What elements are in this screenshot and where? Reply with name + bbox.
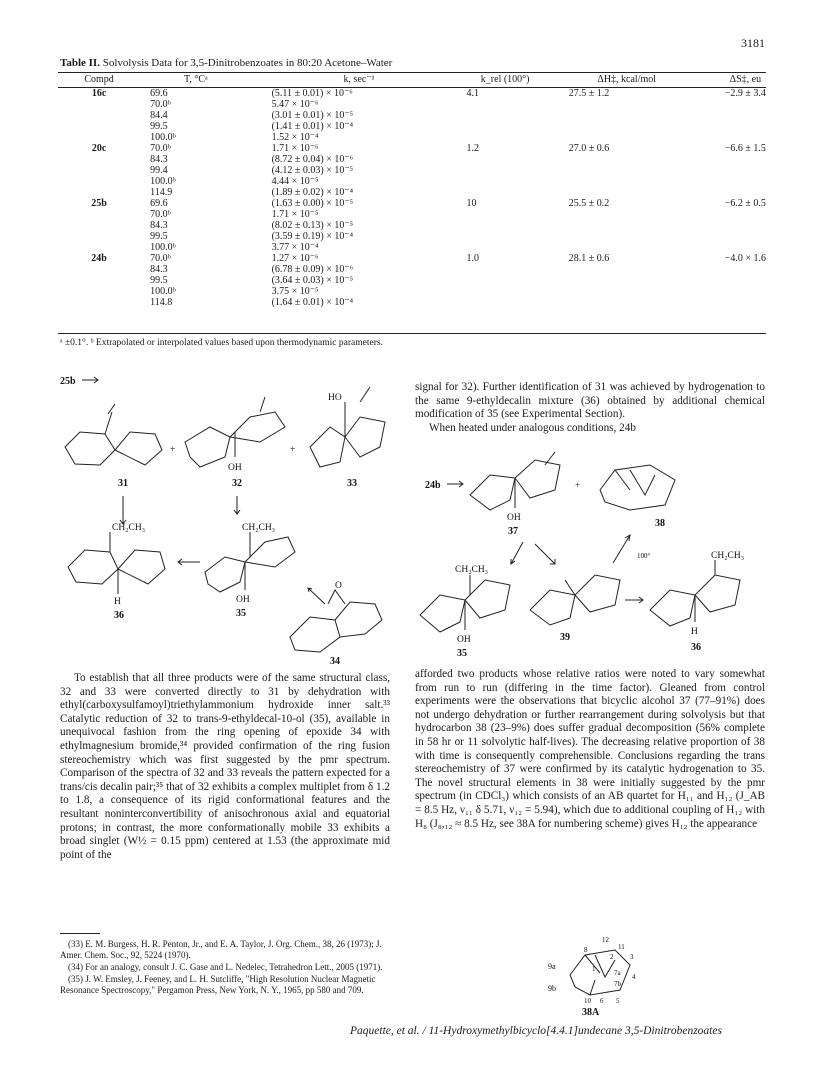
cell-k: 5.47 × 10⁻⁶ [271, 99, 319, 110]
table-row [58, 264, 766, 275]
cell-compd: 20c [91, 143, 107, 154]
cell-ds: −6.2 ± 0.5 [724, 198, 766, 209]
table-row [58, 88, 766, 100]
scheme-start-24b: 24b [425, 480, 441, 491]
structure-39 [530, 575, 620, 625]
table-row [58, 154, 766, 165]
scheme-start-25b: 25b [60, 376, 76, 387]
col-compd: Compd [58, 73, 140, 88]
footnote-rule [60, 933, 100, 934]
scheme-right [415, 460, 770, 660]
cell-compd [58, 165, 140, 176]
table-row [58, 143, 766, 154]
cell-temp: 114.9 [150, 187, 173, 198]
cell-compd [58, 154, 140, 165]
cell-krel [447, 231, 544, 242]
plus-sign: + [290, 445, 296, 455]
cell-temp: 69.6 [150, 88, 168, 99]
structure-37 [470, 452, 560, 510]
cell-krel [447, 242, 544, 253]
cell-dh [544, 165, 685, 176]
cell-ds [685, 99, 766, 110]
cell-compd [58, 110, 140, 121]
cell-k: 3.77 × 10⁻⁴ [271, 242, 319, 253]
cell-temp: 99.5 [150, 275, 168, 286]
cell-compd: 25b [91, 198, 107, 209]
cell-compd [58, 209, 140, 220]
atom-1: 1 [592, 965, 596, 973]
atom-12: 12 [602, 936, 609, 944]
cell-ds [685, 264, 766, 275]
table-row [58, 198, 766, 209]
cell-compd [58, 220, 140, 231]
cell-k: 4.44 × 10⁻⁵ [271, 176, 319, 187]
structure-34 [290, 590, 382, 652]
cell-temp: 84.4 [150, 110, 168, 121]
structure-38 [600, 465, 675, 510]
cell-compd [58, 242, 140, 253]
cell-krel: 4.1 [466, 88, 480, 99]
table-row [58, 187, 766, 198]
cell-dh [544, 220, 685, 231]
table-row [58, 132, 766, 143]
cell-ds: −6.6 ± 1.5 [724, 143, 766, 154]
cell-krel: 1.0 [466, 253, 480, 264]
cell-dh [544, 132, 685, 143]
reference-34: (34) For an analogy, consult J. C. Gase and L. Nedelec, Tetrahedron Lett., 2005 (1971). [68, 962, 383, 972]
cell-dh [544, 275, 685, 286]
col-temp: T, °Cᵃ [140, 73, 241, 88]
table-row [58, 99, 766, 110]
label-34: 34 [330, 656, 340, 667]
cell-temp: 99.5 [150, 231, 168, 242]
table-body [58, 88, 766, 309]
label-32: 32 [232, 478, 242, 489]
cell-compd [58, 132, 140, 143]
references [60, 939, 390, 997]
atom-11: 11 [618, 943, 625, 951]
cell-ds [685, 110, 766, 121]
cell-k: (1.41 ± 0.01) × 10⁻⁴ [271, 121, 354, 132]
cell-ds [685, 187, 766, 198]
atom-9b: 9b [548, 984, 556, 993]
cell-ds [685, 132, 766, 143]
cell-k: (8.02 ± 0.13) × 10⁻⁵ [271, 220, 354, 231]
cell-krel [447, 187, 544, 198]
table-row [58, 165, 766, 176]
atom-7a: 7a [614, 969, 621, 977]
plus-sign: + [575, 481, 581, 491]
cell-krel [447, 176, 544, 187]
numbering-scheme-38a [540, 935, 650, 1018]
arrow-diag-icon [613, 535, 630, 563]
table-row [58, 297, 766, 308]
cell-k: (1.89 ± 0.02) × 10⁻⁴ [271, 187, 354, 198]
table-bottom-rule [58, 333, 766, 334]
atom-7b: 7b [614, 980, 621, 988]
table-row [58, 110, 766, 121]
cell-dh [544, 154, 685, 165]
oh-35: OH [236, 595, 250, 605]
structure-36 [68, 532, 165, 594]
cell-dh [544, 110, 685, 121]
atom-5: 5 [616, 997, 620, 1005]
structure-35 [205, 532, 295, 592]
col-ds: ΔS‡, eu [685, 73, 766, 88]
ethyl-35: CH₂CH₃ [242, 523, 276, 533]
cell-compd [58, 264, 140, 275]
cell-ds [685, 154, 766, 165]
cell-temp: 70.0ᵇ [150, 253, 171, 264]
cell-k: (3.01 ± 0.01) × 10⁻⁵ [271, 110, 354, 121]
arrow-diag-icon [308, 588, 325, 604]
cell-temp: 84.3 [150, 264, 168, 275]
atom-3: 3 [630, 953, 634, 961]
cell-compd [58, 297, 140, 308]
oh-35-right: OH [457, 635, 471, 645]
cell-krel [447, 264, 544, 275]
arrow-right-icon [82, 377, 98, 383]
arrow-right-icon [447, 481, 463, 487]
temp-label: 100° [637, 552, 651, 560]
cell-temp: 84.3 [150, 220, 168, 231]
cell-temp: 99.4 [150, 165, 168, 176]
right-column-bottom-text [415, 668, 765, 831]
cell-ds: −4.0 × 1.6 [724, 253, 766, 264]
ethyl-36-right: CH₂CH₃ [711, 551, 745, 561]
cell-temp: 100.0ᵇ [150, 132, 176, 143]
table-footnote: ᵃ ±0.1°. ᵇ Extrapolated or interpolated values based upon thermodynamic parameters. [60, 338, 383, 348]
cell-temp: 70.0ᵇ [150, 143, 171, 154]
label-36-right: 36 [691, 642, 701, 653]
cell-compd: 16c [91, 88, 107, 99]
cell-temp: 70.0ᵇ [150, 99, 171, 110]
cell-k: 1.71 × 10⁻⁶ [271, 143, 319, 154]
cell-ds [685, 165, 766, 176]
reference-33: (33) E. M. Burgess, H. R. Penton, Jr., and E. A. Taylor, J. Org. Chem., 38, 26 (1973); J. Amer. Chem. Soc., 92, 5224 (1970). [60, 939, 382, 960]
paragraph: signal for 32). Further identification of 31 was achieved by hydrogenation to the same 9-ethyldecalin mixture (36) obtained by additional chemical modification of 35 (see Experimental Section). [415, 381, 765, 421]
cell-krel [447, 165, 544, 176]
structure-35-right [420, 575, 510, 632]
table-row [58, 275, 766, 286]
structure-31 [65, 404, 162, 465]
cell-dh: 27.0 ± 0.6 [568, 143, 610, 154]
col-k: k, sec⁻¹ [242, 73, 447, 88]
col-dh: ΔH‡, kcal/mol [544, 73, 685, 88]
cell-krel [447, 275, 544, 286]
cell-temp: 100.0ᵇ [150, 286, 176, 297]
ethyl-35-right: CH₂CH₃ [455, 565, 489, 575]
cell-krel: 10 [466, 198, 477, 209]
cell-ds [685, 297, 766, 308]
cell-dh [544, 176, 685, 187]
cell-krel [447, 286, 544, 297]
cell-dh [544, 286, 685, 297]
cell-k: (1.64 ± 0.01) × 10⁻⁴ [271, 297, 354, 308]
scheme-left [60, 372, 400, 667]
cell-krel [447, 297, 544, 308]
solvolysis-table [58, 73, 766, 308]
right-column-top-text [415, 381, 765, 435]
cell-krel [447, 132, 544, 143]
cell-temp: 114.8 [150, 297, 173, 308]
cell-dh [544, 264, 685, 275]
label-31: 31 [118, 478, 128, 489]
cell-dh [544, 297, 685, 308]
structure-36-right [650, 560, 740, 626]
cell-temp: 70.0ᵇ [150, 209, 171, 220]
label-35-right: 35 [457, 648, 467, 659]
cell-k: (3.64 ± 0.03) × 10⁻⁵ [271, 275, 354, 286]
table-caption [60, 57, 760, 69]
label-38a: 38A [582, 1007, 600, 1018]
atom-2: 2 [610, 953, 614, 961]
cell-k: (8.72 ± 0.04) × 10⁻⁶ [271, 154, 354, 165]
table-row [58, 253, 766, 264]
atom-8: 8 [584, 946, 588, 954]
cell-ds [685, 242, 766, 253]
cell-temp: 99.5 [150, 121, 168, 132]
left-column-text [60, 672, 390, 862]
cell-krel [447, 154, 544, 165]
table-row [58, 209, 766, 220]
cell-ds [685, 209, 766, 220]
arrow-diag-icon [535, 544, 555, 564]
cell-dh [544, 209, 685, 220]
cell-temp: 84.3 [150, 154, 168, 165]
paragraph: When heated under analogous conditions, 24b [429, 421, 636, 434]
plus-sign: + [170, 445, 176, 455]
cell-temp: 69.6 [150, 198, 168, 209]
table-label: Table II. [60, 57, 100, 69]
cell-dh [544, 121, 685, 132]
cell-k: (1.63 ± 0.00) × 10⁻⁵ [271, 198, 354, 209]
cell-ds: −2.9 ± 3.4 [724, 88, 766, 99]
cell-k: (6.78 ± 0.09) × 10⁻⁶ [271, 264, 354, 275]
cell-ds [685, 286, 766, 297]
atom-6: 6 [600, 997, 604, 1005]
table-row [58, 231, 766, 242]
cell-compd [58, 286, 140, 297]
epoxide-o: O [335, 581, 342, 591]
cell-krel [447, 209, 544, 220]
running-footer: Paquette, et al. / 11-Hydroxymethylbicyclo[4.4.1]undecane 3,5-Dinitrobenzoates [350, 1025, 722, 1037]
table-title: Solvolysis Data for 3,5-Dinitrobenzoates in 80:20 Acetone–Water [102, 57, 393, 69]
arrow-down-icon [234, 496, 240, 514]
cell-krel [447, 110, 544, 121]
cell-krel [447, 220, 544, 231]
paragraph: afforded two products whose relative ratios were noted to vary somewhat from run to run (differing in the time factor). Gleaned from control experiments were the observations that bicyclic alcohol 37 (77–91%) does not undergo dehydration or further rearrangement during solvolysis but that hydrocarbon 38 (23–9%) does suffer gradual decomposition (56% complete in 58 hr or 11 solvolytic half-lives). The decreasing relative proportion of 38 with time is consequently comprehensible. Conclusions regarding the trans stereochemistry of 37 were confirmed by its catalytic hydrogenation to 35. The novel structural elements in 38 were initially suggested by the pmr spectrum (in CDCl₃) which consists of an AB quartet for H₁₁ and H₁₂ (J_AB = 8.5 Hz, ν₁₁ δ 5.71, ν₁₂ = 5.94), which due to additional coupling of H₁₂ with H₈ (J₈,₁₂ ≈ 8.5 Hz, see 38A for numbering scheme) gives H₁₂ the appearance [415, 668, 765, 830]
label-35: 35 [236, 608, 246, 619]
oh-37: OH [507, 513, 521, 523]
table-header-row [58, 73, 766, 88]
oh-32: OH [228, 463, 242, 473]
cell-dh: 27.5 ± 1.2 [568, 88, 610, 99]
cell-ds [685, 231, 766, 242]
atom-10: 10 [584, 997, 591, 1005]
cell-k: 1.27 × 10⁻⁶ [271, 253, 319, 264]
cell-dh [544, 242, 685, 253]
cell-temp: 100.0ᵇ [150, 176, 176, 187]
table-row [58, 121, 766, 132]
cell-compd: 24b [91, 253, 107, 264]
cell-k: 1.52 × 10⁻⁴ [271, 132, 319, 143]
cell-k: 3.75 × 10⁻⁵ [271, 286, 319, 297]
col-krel: k_rel (100°) [447, 73, 544, 88]
cell-k: (5.11 ± 0.01) × 10⁻⁶ [271, 88, 353, 99]
cell-k: (4.12 ± 0.03) × 10⁻⁵ [271, 165, 354, 176]
table-row [58, 176, 766, 187]
cell-temp: 100.0ᵇ [150, 242, 176, 253]
reference-35: (35) J. W. Emsley, J. Feeney, and L. H. Sutcliffe, "High Resolution Nuclear Magnetic Resonance Spectroscopy," Pergamon Press, New York, N. Y., 1965, pp 580 and 709. [60, 974, 376, 995]
structure-33 [310, 387, 385, 467]
cell-k: (3.59 ± 0.19) × 10⁻⁴ [271, 231, 354, 242]
cell-dh: 25.5 ± 0.2 [568, 198, 610, 209]
cell-compd [58, 231, 140, 242]
ho-33: HO [328, 393, 342, 403]
cell-dh: 28.1 ± 0.6 [568, 253, 610, 264]
cell-ds [685, 121, 766, 132]
cell-compd [58, 121, 140, 132]
arrow-down-icon [120, 496, 126, 524]
structure-32 [185, 397, 285, 467]
h-36-right: H [691, 627, 698, 637]
label-33: 33 [347, 478, 357, 489]
paragraph: To establish that all three products were of the same structural class, 32 and 33 were converted directly to 31 by dehydration with ethyl(carboxysulfamoyl)triethylammonium hydroxide inner salt.³³ Catalytic reduction of 32 to trans-9-ethyldecal-10-ol (35), available in unequivocal fashion from the ring opening of epoxide 34 with ethylmagnesium bromide,³⁴ provided confirmation of the ring fusion stereochemistry which was first suggested by the pmr spectrum. Comparison of the spectra of 32 and 33 reveals the pattern expected for a trans/cis decalin pair;³⁵ that of 32 exhibits a complex multiplet from δ 1.2 to 1.8, a consequence of its rigid conformational features and the resultant noninterconvertibility of anisochronous axial and equatorial protons; in contrast, the more conformationally mobile 33 exhibits a broad singlet (W½ = 0.15 ppm) centered at 1.53 (the approximate mid point of the [60, 672, 390, 861]
table-row [58, 242, 766, 253]
cell-compd [58, 99, 140, 110]
table-row [58, 220, 766, 231]
cell-krel [447, 121, 544, 132]
cell-dh [544, 231, 685, 242]
page-number: 3181 [741, 36, 765, 50]
arrow-right-icon [625, 597, 643, 603]
cell-compd [58, 187, 140, 198]
cell-krel: 1.2 [466, 143, 480, 154]
h-36: H [114, 597, 121, 607]
cell-k: 1.71 × 10⁻⁵ [271, 209, 319, 220]
arrow-left-icon [178, 559, 200, 565]
arrow-down-icon [511, 542, 523, 564]
atom-4: 4 [632, 973, 636, 981]
label-39: 39 [560, 632, 570, 643]
table-row [58, 286, 766, 297]
cell-ds [685, 176, 766, 187]
label-38: 38 [655, 518, 665, 529]
cell-dh [544, 187, 685, 198]
label-37: 37 [508, 526, 518, 537]
cell-compd [58, 275, 140, 286]
ethyl-36: CH₂CH₃ [112, 523, 146, 533]
cell-compd [58, 176, 140, 187]
label-36: 36 [114, 610, 124, 621]
cell-krel [447, 99, 544, 110]
atom-9a: 9a [548, 962, 556, 971]
cell-ds [685, 220, 766, 231]
cell-dh [544, 99, 685, 110]
cell-ds [685, 275, 766, 286]
